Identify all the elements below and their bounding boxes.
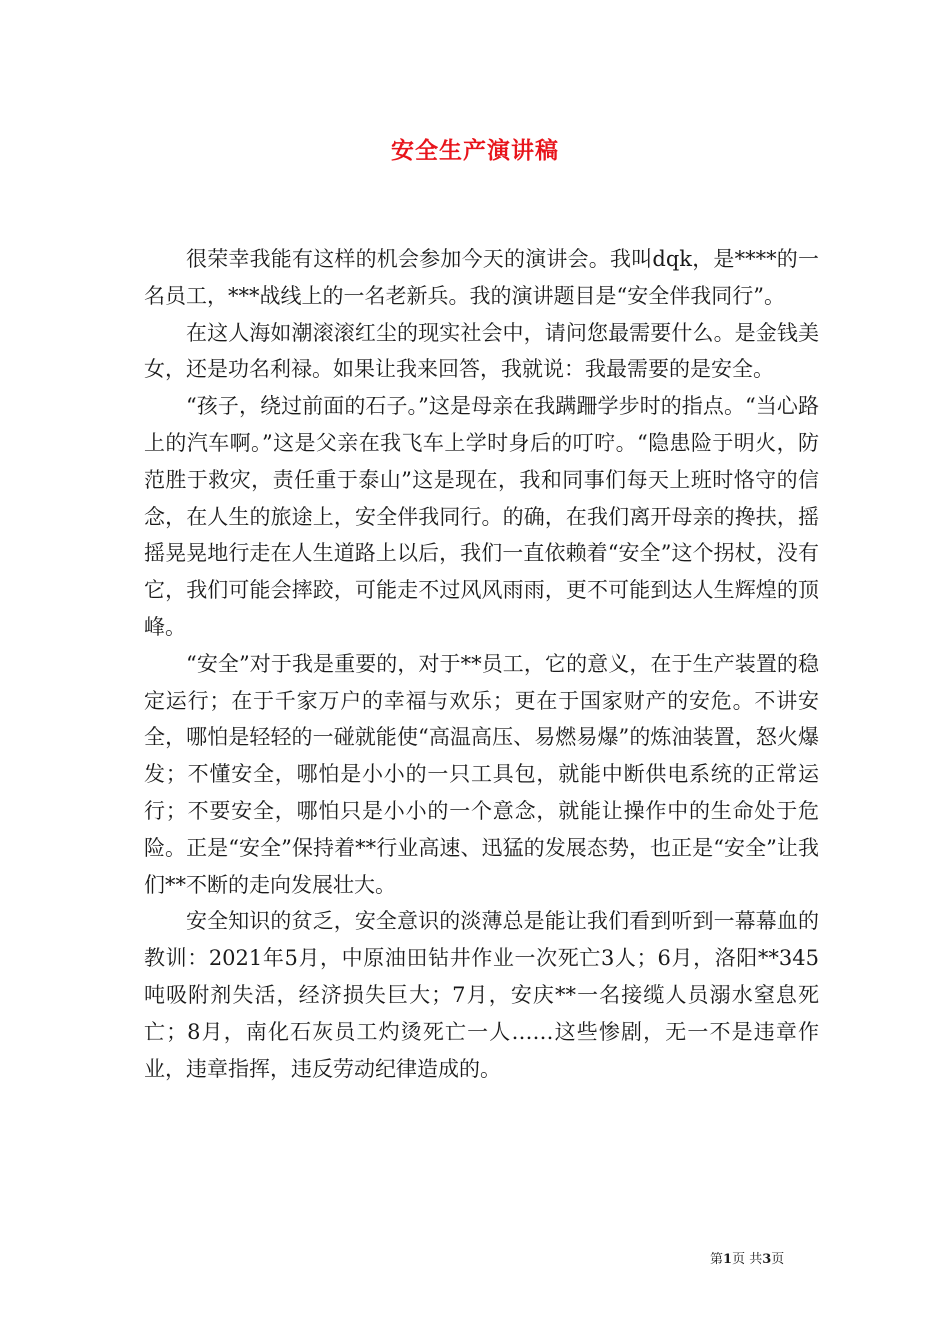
document-title: 安全生产演讲稿 [391,138,559,164]
current-page-number: 1 [723,1252,733,1267]
paragraph-lessons: 安全知识的贫乏，安全意识的淡薄总是能让我们看到听到一幕幕血的教训：2021年5月，中原油田钻井作业一次死亡3人；6月，洛阳**345吨吸附剂失活，经济损失巨大；7月，安庆**一名接缆人员溺水窒息死亡；8月，南化石灰员工灼烫死亡一人……这些惨剧，无一不是违章作业，违章指挥，违反劳动纪律造成的。 [144,909,819,1081]
paragraph-question: 在这人海如潮滚滚红尘的现实社会中，请问您最需要什么。是金钱美女，还是功名利禄。如果让我来回答，我就说：我最需要的是安全。 [144,320,819,382]
total-pages-number: 3 [762,1252,772,1267]
document-body [144,241,819,1087]
paragraph-importance: “安全”对于我是重要的，对于**员工，它的意义，在于生产装置的稳定运行；在于千家万户的幸福与欢乐；更在于国家财产的安危。不讲安全，哪怕是轻轻的一碰就能使“高温高压、易燃易爆”的炼油装置，怒火爆发；不懂安全，哪怕是小小的一只工具包，就能中断供电系统的正常运行；不要安全，哪怕只是小小的一个意念，就能让操作中的生命处于危险。正是“安全”保持着**行业高速、迅猛的发展态势，也正是“安全”让我们**不断的走向发展壮大。 [144,651,819,897]
footer-middle: 页 共 [732,1252,763,1267]
page-number-footer [710,1248,784,1267]
paragraph-family-advice: “孩子，绕过前面的石子。”这是母亲在我蹒跚学步时的指点。“当心路上的汽车啊。”这是父亲在我飞车上学时身后的叮咛。“隐患险于明火，防范胜于救灾，责任重于泰山”这是现在，我和同事们每天上班时恪守的信念，在人生的旅途上，安全伴我同行。的确，在我们离开母亲的搀扶，摇摇晃晃地行走在人生道路上以后，我们一直依赖着“安全”这个拐杖，没有它，我们可能会摔跤，可能走不过风风雨雨，更不可能到达人生辉煌的顶峰。 [144,394,819,639]
paragraph-intro: 很荣幸我能有这样的机会参加今天的演讲会。我叫dqk，是****的一名员工，***战线上的一名老新兵。我的演讲题目是“安全伴我同行”。 [144,247,819,308]
footer-suffix: 页 [771,1252,785,1267]
footer-prefix: 第 [710,1252,724,1267]
